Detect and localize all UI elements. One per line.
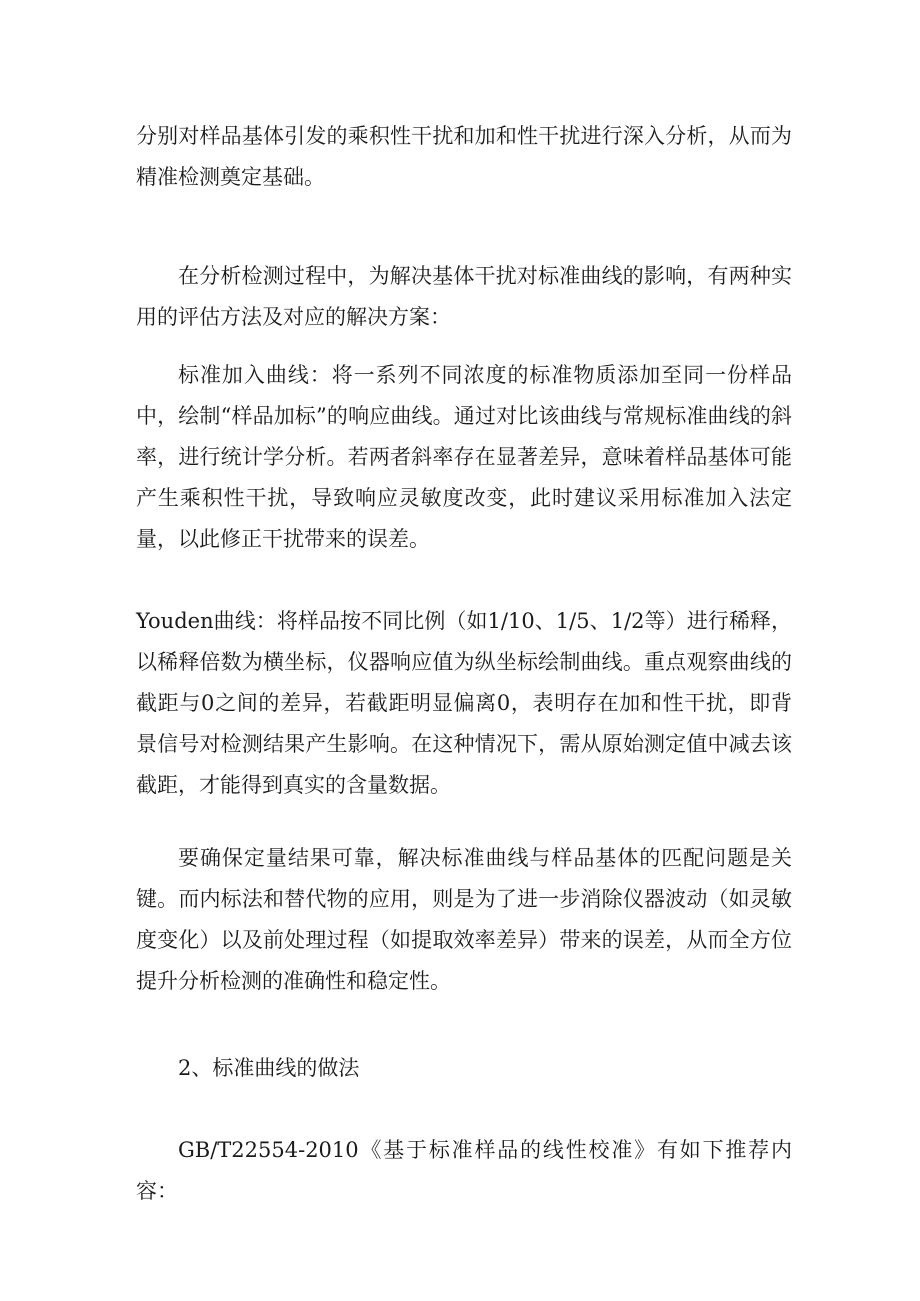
paragraph-intro-continuation: 分别对样品基体引发的乘积性干扰和加和性干扰进行深入分析，从而为精准检测奠定基础。 [136, 124, 792, 189]
paragraph-standard-addition-curve: 标准加入曲线：将一系列不同浓度的标准物质添加至同一份样品中，绘制“样品加标”的响应曲线。通过对比该曲线与常规标准曲线的斜率，进行统计学分析。若两者斜率存在显著差异，意味着样品基体可能产生乘积性干扰，导致响应灵敏度改变，此时建议采用标准加入法定量，以此修正干扰带来的误差。 [136, 363, 792, 551]
paragraph-evaluation-methods: 在分析检测过程中，为解决基体干扰对标准曲线的影响，有两种实用的评估方法及对应的解决方案： [136, 264, 792, 329]
paragraph-gb-standard-reference: GB/T22554-2010《基于标准样品的线性校准》有如下推荐内容： [136, 1138, 792, 1203]
section-heading-standard-curve-method: 2、标准曲线的做法 [178, 1056, 360, 1080]
paragraph-quantification-reliability: 要确保定量结果可靠，解决标准曲线与样品基体的匹配问题是关键。而内标法和替代物的应用，则是为了进一步消除仪器波动（如灵敏度变化）以及前处理过程（如提取效率差异）带来的误差，从而全方位提升分析检测的准确性和稳定性。 [136, 846, 792, 993]
paragraph-youden-curve: Youden曲线：将样品按不同比例（如1/10、1/5、1/2等）进行稀释，以稀释倍数为横坐标，仪器响应值为纵坐标绘制曲线。重点观察曲线的截距与0之间的差异，若截距明显偏离0，表明存在加和性干扰，即背景信号对检测结果产生影响。在这种情况下，需从原始测定值中减去该截距，才能得到真实的含量数据。 [136, 609, 792, 797]
